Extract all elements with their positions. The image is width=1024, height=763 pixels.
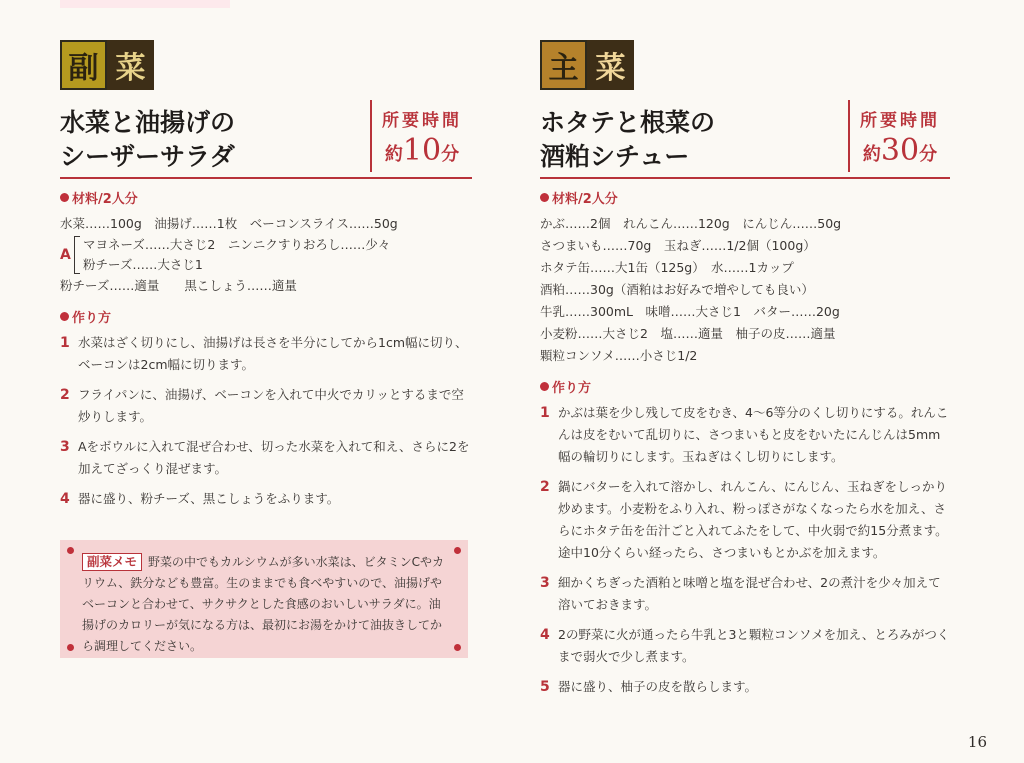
category-badge (540, 40, 950, 90)
main-dish-recipe (540, 40, 950, 706)
category-char-2: 菜 (107, 40, 154, 90)
category-char-1: 副 (60, 40, 107, 90)
step-item (60, 384, 472, 428)
ingredient-line: さつまいも……70g 玉ねぎ……1/2個（100g） (540, 238, 816, 253)
title-line-2: 酒粕シチュー (540, 142, 690, 171)
category-badge (60, 40, 472, 90)
step-text: 細かくちぎった酒粕と味噌と塩を混ぜ合わせ、2の煮汁を少々加えて溶いておきます。 (558, 575, 941, 612)
time-prefix: 約 (384, 144, 403, 165)
pin-dot-icon (454, 547, 461, 554)
category-char-2: 菜 (587, 40, 634, 90)
ingredient-line: 水菜……100g 油揚げ……1枚 ベーコンスライス……50g (60, 216, 398, 231)
required-time (370, 100, 472, 172)
step-number: 5 (540, 679, 550, 695)
ingredient-line: かぶ……2個 れんこん……120g にんじん……50g (540, 216, 842, 231)
memo-tag: 副菜メモ (82, 553, 142, 571)
time-suffix: 分 (919, 144, 938, 165)
ingredients-heading-text: 材料/2人分 (552, 192, 618, 207)
ingredients-list (60, 213, 472, 297)
step-number: 3 (60, 439, 70, 455)
ingredient-line: 粉チーズ……適量 黒こしょう……適量 (60, 278, 297, 293)
step-text: 水菜はざく切りにし、油揚げは長さを半分にしてから1cm幅に切り、ベーコンは2cm幅に切ります。 (78, 335, 468, 372)
step-number: 1 (540, 405, 550, 421)
step-text: 器に盛り、粉チーズ、黒こしょうをふります。 (78, 491, 340, 506)
step-number: 1 (60, 335, 70, 351)
bracket-icon (74, 236, 80, 274)
recipe-title (540, 106, 715, 174)
step-item (60, 488, 472, 510)
group-a-label: A (60, 247, 71, 263)
required-time (848, 100, 950, 172)
step-text: 鍋にバターを入れて溶かし、れんこん、にんじん、玉ねぎをしっかり炒めます。小麦粉をふり入れ、粉っぽさがなくなったら水を加え、さらにホタテ缶を缶汁ごと入れてふたをして、中火弱で約15分煮ます。途中10分くらい経ったら、さつまいもとかぶを加えます。 (558, 479, 948, 560)
ingredient-line: マヨネーズ……大さじ2 ニンニクすりおろし……少々 (83, 237, 391, 252)
step-number: 2 (540, 479, 550, 495)
ingredients-heading-text: 材料/2人分 (72, 192, 138, 207)
title-line-1: ホタテと根菜の (540, 108, 716, 137)
time-prefix: 約 (862, 144, 881, 165)
step-item (540, 624, 950, 668)
time-label: 所要時間 (860, 111, 940, 131)
pin-dot-icon (67, 547, 74, 554)
corner-mark (60, 0, 230, 8)
ingredient-line: 牛乳……300mL 味噌……大さじ1 バター……20g (540, 304, 840, 319)
time-label: 所要時間 (382, 111, 462, 131)
ingredient-line: 粉チーズ……大さじ1 (83, 257, 203, 272)
steps-heading (60, 307, 472, 326)
ingredients-heading (540, 188, 950, 207)
recipe-title (60, 106, 235, 174)
step-item (540, 676, 950, 698)
steps-list (540, 402, 950, 698)
step-item (540, 402, 950, 468)
pin-dot-icon (67, 644, 74, 651)
time-suffix: 分 (441, 144, 460, 165)
steps-list (60, 332, 472, 510)
bullet-dot-icon (540, 193, 549, 202)
step-text: 2の野菜に火が通ったら牛乳と3と顆粒コンソメを加え、とろみがつくまで弱火で少し煮ます。 (558, 627, 950, 664)
step-text: Aをボウルに入れて混ぜ合わせ、切った水菜を入れて和え、さらに2を加えてざっくり混ぜます。 (78, 439, 470, 476)
category-char-1: 主 (540, 40, 587, 90)
time-value (372, 133, 472, 168)
step-number: 3 (540, 575, 550, 591)
step-number: 4 (60, 491, 70, 507)
memo-text: 野菜の中でもカルシウムが多い水菜は、ビタミンCやカリウム、鉄分なども豊富。生のままでも食べやすいので、油揚げやベーコンと合わせて、サクサクとした食感のおいしいサラダに。油揚げのカロリーが気になる方は、最初にお湯をかけて油抜きしてから調理してください。 (82, 555, 444, 653)
steps-heading (540, 377, 950, 396)
bullet-dot-icon (60, 312, 69, 321)
ingredient-line: 小麦粉……大さじ2 塩……適量 柚子の皮……適量 (540, 326, 836, 341)
title-underline (60, 177, 472, 179)
ingredient-line: 顆粒コンソメ……小さじ1/2 (540, 348, 698, 363)
group-a-lines (83, 235, 390, 275)
time-number: 10 (402, 133, 442, 168)
steps-heading-text: 作り方 (552, 381, 592, 396)
page-number: 16 (967, 733, 987, 751)
step-item (540, 572, 950, 616)
step-number: 2 (60, 387, 70, 403)
title-underline (540, 177, 950, 179)
pin-dot-icon (454, 644, 461, 651)
bullet-dot-icon (540, 382, 549, 391)
step-item (60, 436, 472, 480)
step-number: 4 (540, 627, 550, 643)
step-item (60, 332, 472, 376)
ingredients-list (540, 213, 950, 367)
ingredient-group-a (60, 235, 472, 275)
time-value (850, 133, 950, 168)
step-item (540, 476, 950, 564)
ingredient-line: 酒粕……30g（酒粕はお好みで増やしても良い） (540, 282, 814, 297)
step-text: かぶは葉を少し残して皮をむき、4〜6等分のくし切りにする。れんこんは皮をむいて乱切りに、さつまいもと皮をむいたにんじんは5mm幅の輪切りにします。玉ねぎはくし切りにします。 (558, 405, 949, 464)
title-row (540, 100, 950, 178)
step-text: 器に盛り、柚子の皮を散らします。 (558, 679, 758, 694)
title-line-2: シーザーサラダ (60, 142, 235, 171)
step-text: フライパンに、油揚げ、ベーコンを入れて中火でカリッとするまで空炒りします。 (78, 387, 464, 424)
ingredient-line: ホタテ缶……大1缶（125g） 水……1カップ (540, 260, 794, 275)
ingredients-heading (60, 188, 472, 207)
side-dish-recipe (60, 40, 472, 653)
title-row (60, 100, 472, 178)
time-number: 30 (880, 133, 920, 168)
title-line-1: 水菜と油揚げの (60, 108, 236, 137)
bullet-dot-icon (60, 193, 69, 202)
side-dish-memo (60, 540, 468, 658)
steps-heading-text: 作り方 (72, 311, 112, 326)
